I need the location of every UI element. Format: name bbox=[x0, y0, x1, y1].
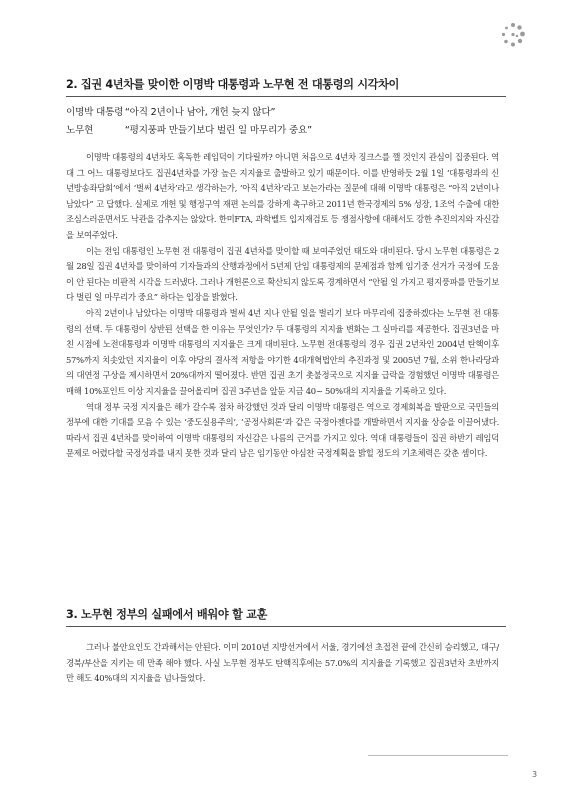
footer-divider bbox=[368, 755, 508, 756]
quote-text: “아직 2년이나 남아, 개헌 늦지 않다” bbox=[124, 107, 276, 118]
paragraph: 역대 정부 국정 지지율은 해가 갈수록 점차 하강했던 것과 달리 이명박 대통령은 역으로 경제회복을 발판으로 국민들의 정부에 대한 기대를 모음 수 있는 ‘중도실용주의’, ‘공정사회론’과 같은 국정아젠다를 개발하면서 지지율 상승을 이끌어냈다. 따라서 집권 4년차를 맞이하여 이명박 대통령의 자신감은 나름의 근거를 가지고 있다. 역대 대통령들이 집권 하반기 레임덕 문제로 어렸다할 국정성과를 내지 못한 것과 달리 남은 임기동안 야심찬 국정계획을 밝힐 정도의 기초체력은 갖춘 셈이다. bbox=[66, 401, 499, 459]
paragraph: 이명박 대통령의 4년차도 혹독한 레임덕이 기다릴까? 아니면 처음으로 4년차 징크스를 깰 것인지 관심이 집중된다. 역대 그 어느 대통령보다도 집권4년차를 가장 높은 지지율로 출발하고 있기 때문이다. 이를 반영하듯 2월 1일 ‘대통령과의 신년방송좌담회’에서 ‘벌써 4년차’라고 생각하는가, ‘아직 4년차’라고 보는가라는 질문에 대해 이명박 대통령은 “아직 2년이나 남았다” 고 답했다. 실제로 개헌 및 행정구역 재편 논의를 강하게 촉구하고 2011년 한국경제의 5% 성장, 1조억 수출에 대한 조심스러운면서도 낙관을 감추지는 않았다. 한미FTA, 과학벨트 입지재검토 등 쟁점사항에 대해서도 강한 추진의지와 자신감을 보여주었다. bbox=[66, 152, 500, 240]
section-2-heading: 2. 집권 4년차를 맞이한 이명박 대통령과 노무현 전 대통령의 시각차이 bbox=[66, 76, 506, 97]
page-number: 3 bbox=[532, 770, 538, 779]
quote-line bbox=[66, 104, 275, 118]
paragraph: 이는 전임 대통령인 노무현 전 대통령이 집권 4년차를 맞이할 때 보여주었던 태도와 대비된다. 당시 노무현 대통령은 2월 28일 집권 4년차를 맞이하여 기자들과의 산행과정에서 5년제 단임 대통령제의 문제점과 함께 임기중 선거가 국정에 도움이 안 된다는 비판적 시각을 드러냈다. 그러나 개헌론으로 확산되지 않도록 경계하면서 “안될 일 가지고 평지풍파를 만들기보다 벌린 일 마무리가 중요” 하다는 입장을 밝혔다. bbox=[66, 245, 499, 303]
section-3-heading: 3. 노무현 정부의 실패에서 배워야 할 교훈 bbox=[66, 606, 506, 627]
dot-circle-logo-icon bbox=[500, 22, 526, 48]
quote-speaker: 노무현 bbox=[66, 125, 94, 136]
quote-line bbox=[66, 122, 312, 136]
quote-text: “평지풍파 만들기보다 벌린 일 마무리가 중요” bbox=[124, 125, 312, 136]
paragraph: 아직 2년이나 남았다는 이명박 대통령과 벌써 4년 지나 안될 일을 벌리기 보다 마무리에 집중하겠다는 노무현 전 대통령의 선택. 두 대통령이 상반된 선택을 한 이유는 무엇인가? 두 대통령의 지지율 변화는 그 실마리를 제공한다. 집권3년을 마친 시점에 노전대통령과 이명박 대통령의 지지율은 크게 대비된다. 노무현 전대통령의 경우 집권 2년차인 2004년 탄핵이후 57%까지 치솟았던 지지율이 이후 야당의 결사적 저항을 야기한 4대개혁법안의 추진과정 및 2005년 7월, 소위 한나라당과의 대연정 구상을 제시하면서 20%대까지 떨어졌다. 반면 집권 초기 촛불정국으로 지지율 급락을 경험했던 이명박 대통령은 매해 10%포인트 이상 지지율을 끌어올리며 집권 3주년을 앞둔 지금 40~ 50%대의 지지율을 기록하고 있다. bbox=[66, 307, 499, 396]
paragraph: 그러나 불안요인도 간과해서는 안된다. 이미 2010년 지방선거에서 서울, 경기에선 초접전 끝에 간신히 승리했고, 대구/경북/부산을 지키는 데 만족 해야 했다. 사실 노무현 정부도 탄핵직후에는 57.0%의 지지율을 기록했고 집권3년차 초반까지만 해도 40%대의 지지율을 넘나들었다. bbox=[66, 642, 499, 684]
section-3-body bbox=[66, 640, 499, 687]
section-2-body bbox=[66, 150, 499, 462]
quote-speaker: 이명박 대통령 bbox=[66, 107, 124, 118]
